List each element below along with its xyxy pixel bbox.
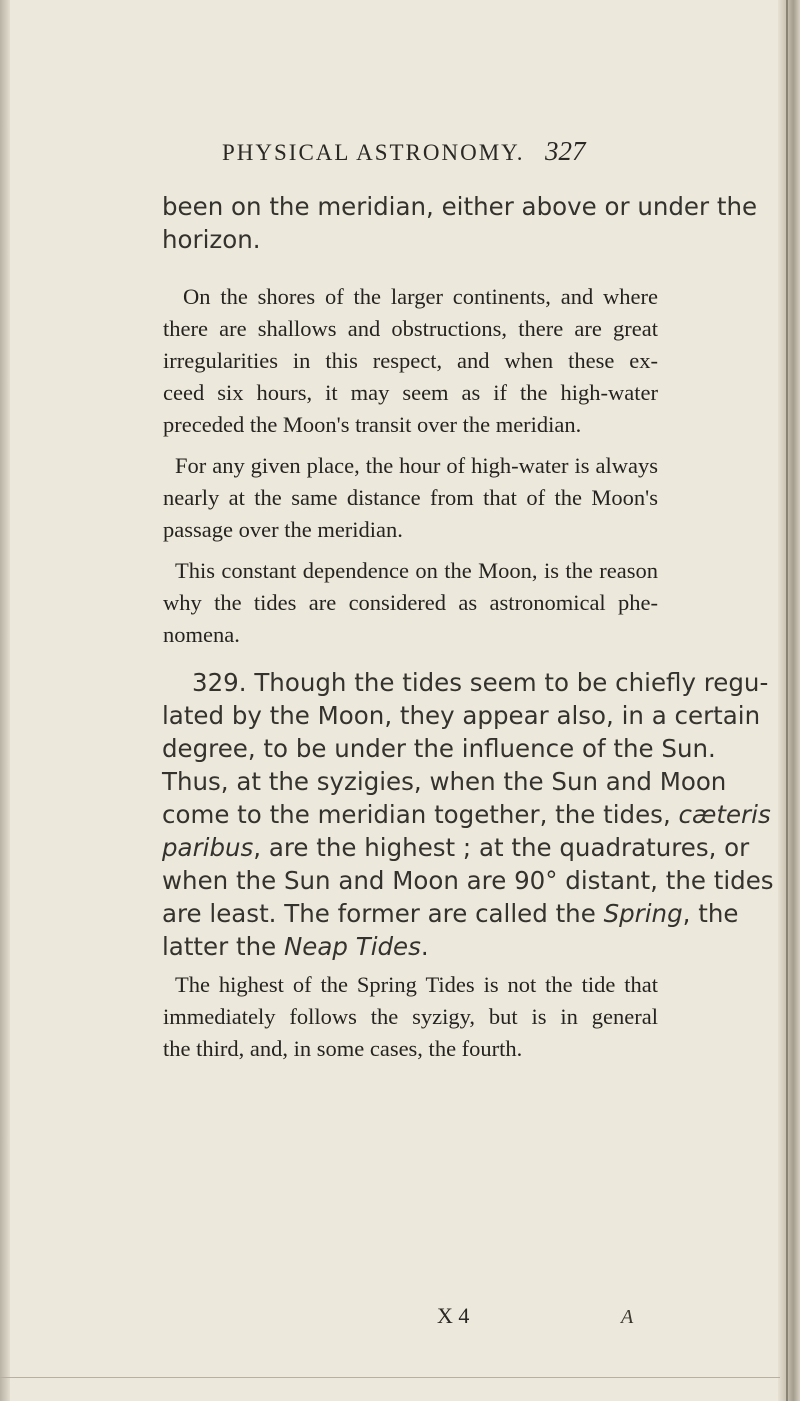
text-line: 329. Though the tides seem to be chiefly regu- [192,668,769,697]
bottom-edge-rule [0,1377,780,1378]
paragraph-continuation [162,190,758,256]
italic-term: paribus [162,833,254,862]
text-segment: , are the highest ; at the quadratures, or [253,833,750,862]
paragraph-given-place [163,450,658,546]
text-line: been on the meridian, either above or under the [162,192,758,221]
text-line: preceded the Moon's transit over the meridian. [163,412,582,437]
binding-line [786,0,788,1401]
page-left-edge [0,0,10,1401]
text-segment: . [420,932,429,961]
text-segment: are least. The former are called the [162,899,604,928]
text-line: Thus, at the syzigies, when the Sun and Moon [162,767,727,796]
text-line: irregularities in this respect, and when these ex- [163,348,658,373]
text-line: This constant dependence on the Moon, is the reason [175,558,658,583]
paragraph-highest-spring [163,969,658,1065]
text-line: horizon. [162,225,261,254]
text-line: nearly at the same distance from that of the Moon's [163,485,658,510]
text-line: The highest of the Spring Tides is not the tide that [175,972,658,997]
running-title: PHYSICAL ASTRONOMY. [222,140,525,165]
text-line: the third, and, in some cases, the fourth. [163,1036,523,1061]
text-line: why the tides are considered as astronomical phe- [163,590,658,615]
text-line [162,897,739,930]
page-right-edge [778,0,800,1401]
text-line: degree, to be under the influence of the Sun. [162,734,716,763]
paragraph-shores [163,281,658,441]
italic-term: Neap Tides [283,932,421,961]
signature-mark: X 4 [437,1303,470,1328]
text-line [162,831,750,864]
running-head [0,136,800,174]
italic-term: cæteris [678,800,771,829]
catchword-mark: A [621,1306,634,1328]
text-line: ceed six hours, it may seem as if the high-water [163,380,658,405]
paragraph-dependence [163,555,658,651]
text-segment: latter the [162,932,284,961]
text-segment: , the [682,899,739,928]
text-line: there are shallows and obstructions, there are great [163,316,658,341]
text-line: when the Sun and Moon are 90° distant, the tides [162,866,774,895]
text-line: immediately follows the syzigy, but is in general [163,1004,658,1029]
text-segment: come to the meridian together, the tides, [162,800,679,829]
text-line [162,930,676,963]
text-line: lated by the Moon, they appear also, in a certain [162,701,761,730]
page-number: 327 [545,136,586,166]
text-line [162,798,771,831]
italic-term: Spring [603,899,683,928]
text-line: For any given place, the hour of high-water is always [175,453,658,478]
text-line: passage over the meridian. [163,517,403,542]
text-line: nomena. [163,622,240,647]
paragraph-329 [162,666,774,963]
text-line: On the shores of the larger continents, and where [183,284,658,309]
